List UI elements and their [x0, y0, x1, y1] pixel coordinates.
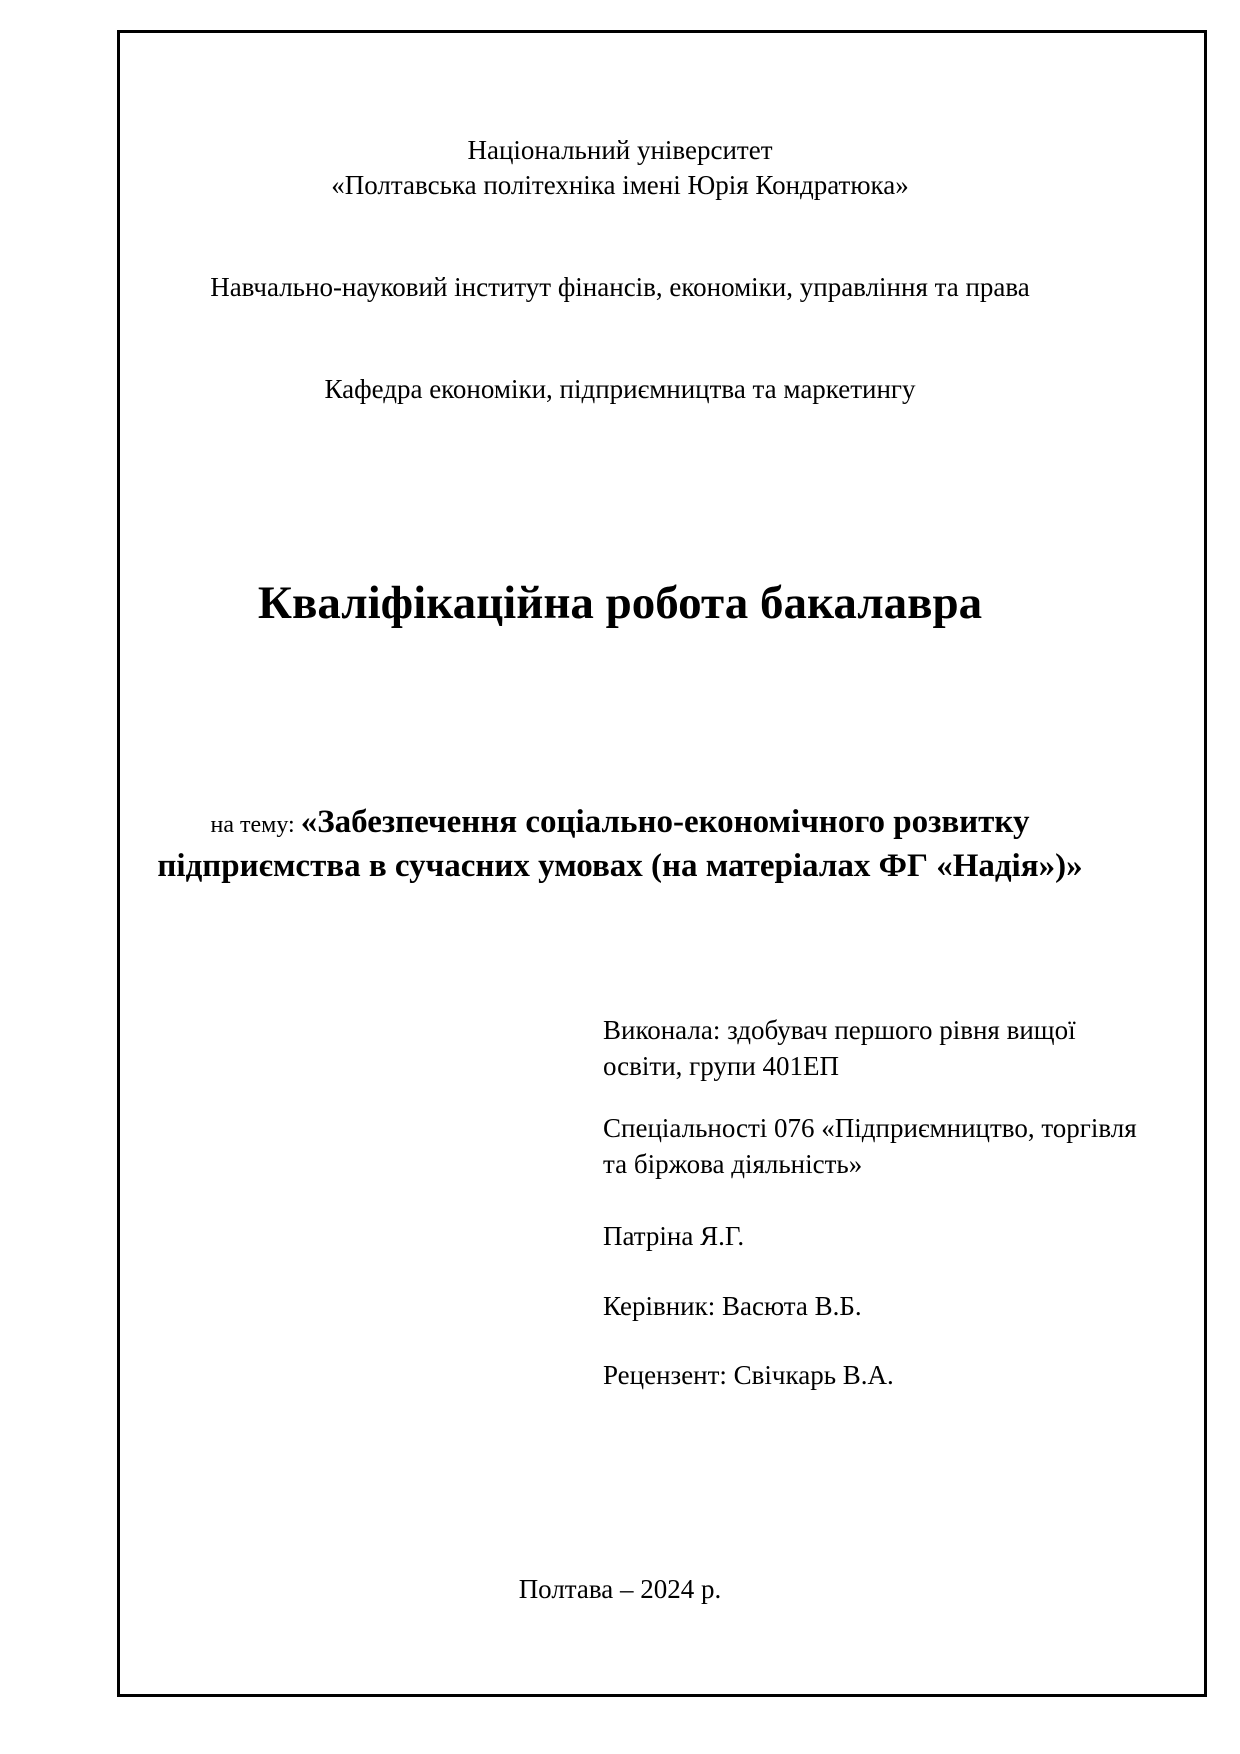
- institute-name: Навчально-науковий інститут фінансів, економіки, управління та права: [210, 272, 1030, 302]
- theme-text-line1: «Забезпечення соціально-економічного розвитку: [300, 804, 1030, 840]
- theme-lead: на тему:: [210, 812, 301, 838]
- department-name: Кафедра економіки, підприємництва та маркетингу: [324, 374, 916, 404]
- document-title: Кваліфікаційна робота бакалавра: [257, 577, 983, 629]
- student-name: Патріна Я.Г.: [603, 1221, 745, 1251]
- university-name-line2: «Полтавська політехніка імені Юрія Кондратюка»: [331, 170, 909, 200]
- reviewer: Рецензент: Свічкарь В.А.: [603, 1360, 894, 1390]
- theme-line2: підприємства в сучасних умовах (на матеріалах ФГ «Надія»)»: [157, 848, 1083, 884]
- theme-line1: [0, 800, 1240, 847]
- supervisor: Керівник: Васюта В.Б.: [603, 1291, 862, 1321]
- specialty-line1: Спеціальності 076 «Підприємництво, торгівля: [603, 1113, 1137, 1143]
- university-name-line1: Національний університет: [467, 135, 773, 165]
- specialty-line2: та біржова діяльність»: [603, 1149, 863, 1179]
- performed-by-line2: освіти, групи 401ЕП: [603, 1051, 840, 1081]
- city-year-footer: Полтава – 2024 р.: [518, 1574, 722, 1604]
- performed-by-line1: Виконала: здобувач першого рівня вищої: [603, 1015, 1076, 1045]
